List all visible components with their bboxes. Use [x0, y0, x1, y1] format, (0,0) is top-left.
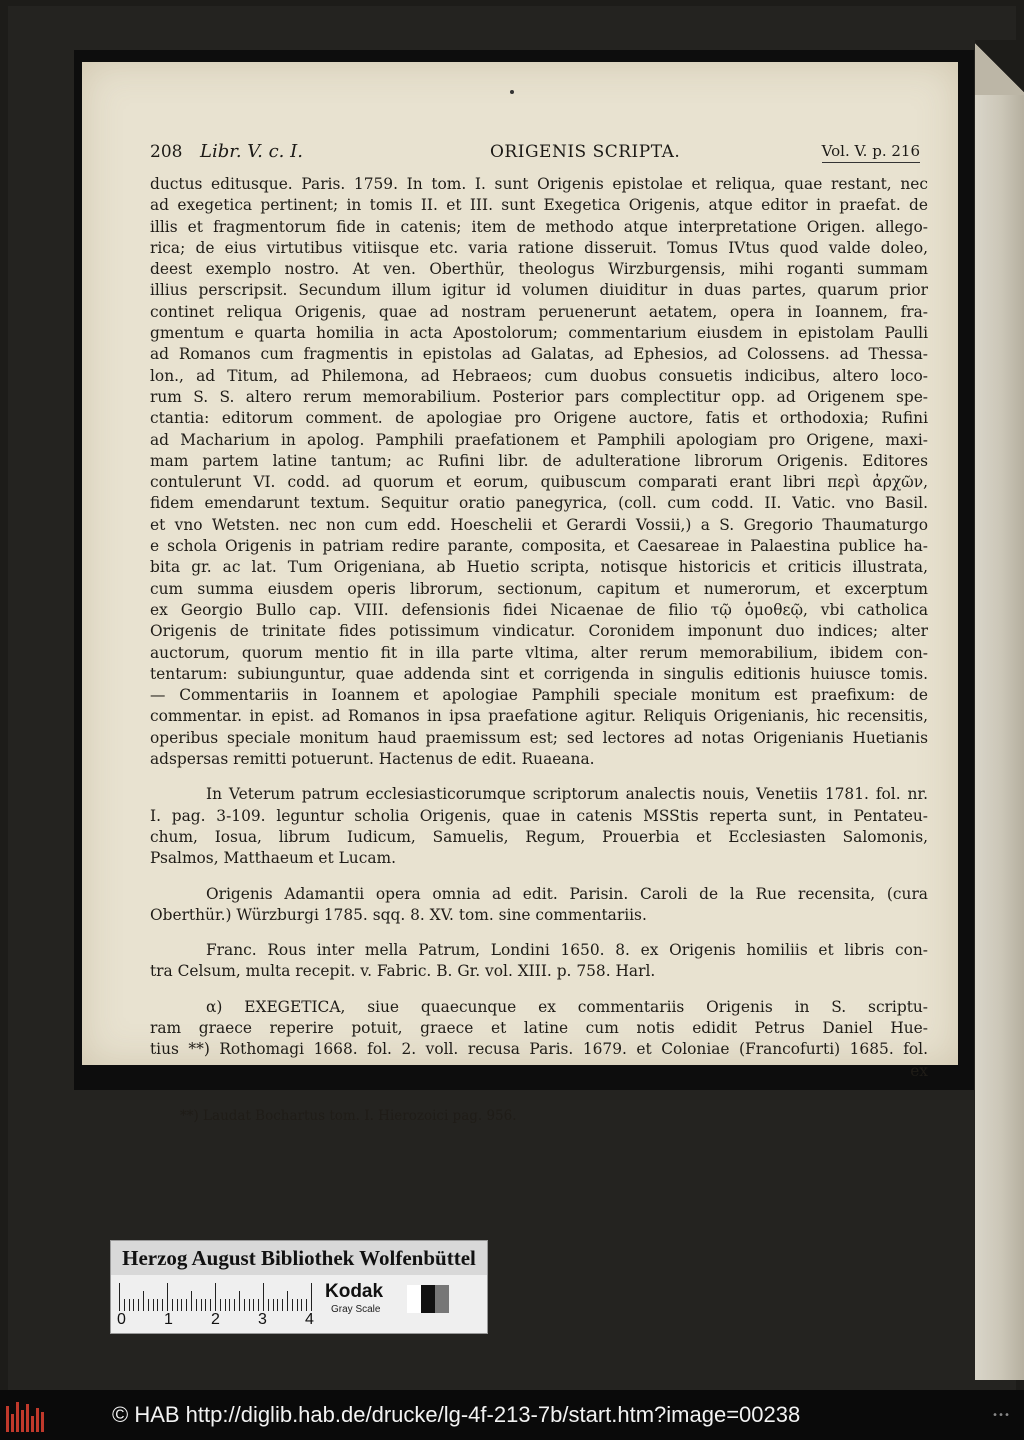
ruler-number: 1 — [164, 1311, 173, 1328]
text-line: ductus editusque. Paris. 1759. In tom. I. sunt Origenis epistolae et reliqua, quae restant, nec — [150, 175, 928, 193]
more-dots-icon: ••• — [991, 1410, 1010, 1421]
ruler-tick — [172, 1299, 173, 1311]
page-body — [150, 174, 928, 1127]
gray-patch — [421, 1285, 435, 1313]
ruler-tick — [205, 1299, 206, 1311]
text-line: et vno Wetsten. nec non cum edd. Hoeschelii et Gerardi Vossii,) a S. Gregorio Thaumaturgo — [150, 515, 928, 534]
copyright-link[interactable]: © HAB http://diglib.hab.de/drucke/lg-4f-213-7b/start.htm?image=00238 — [112, 1402, 801, 1427]
ruler-tick — [229, 1299, 230, 1311]
ruler-number: 2 — [211, 1311, 220, 1328]
ruler-tick — [244, 1299, 245, 1311]
kodak-brand: Kodak — [325, 1281, 384, 1302]
text-line: auctorum, quorum mentio fit in illa parte vltima, alter rerum memorabilium, ibidem con- — [150, 643, 928, 662]
text-line: gmentum e quarta homilia in acta Apostolorum; commentarium eiusdem in epistolam Paulli — [150, 324, 928, 343]
gray-patch — [407, 1285, 421, 1313]
ruler-tick — [239, 1291, 240, 1311]
text-line: adspersas remitti potuerunt. Hactenus de edit. Ruaeana. — [150, 750, 595, 769]
logo-bar — [31, 1416, 34, 1432]
ruler-tick — [301, 1299, 302, 1311]
ruler-tick — [129, 1299, 130, 1311]
text-line: ctantia: editorum comment. de apologiae pro Origene auctore, fatis et orthodoxia; Rufini — [150, 409, 928, 428]
ruler-tick — [287, 1291, 288, 1311]
logo-bar — [16, 1402, 19, 1432]
ruler-tick — [148, 1299, 149, 1311]
hab-logo-icon — [6, 1398, 46, 1432]
ruler-tick — [220, 1299, 221, 1311]
ruler-tick — [282, 1299, 283, 1311]
text-line: lon., ad Titum, ad Philemona, ad Hebraeos; cum duobus consuetis indicibus, altero loco- — [150, 366, 928, 385]
gray-patch — [435, 1285, 449, 1313]
ruler-number: 4 — [305, 1311, 314, 1328]
ruler-number: 0 — [117, 1311, 126, 1328]
ruler-tick — [177, 1299, 178, 1311]
text-line: rum S. S. altero rerum memorabilium. Posterior pars complectitur opp. ad Origenem spe- — [150, 387, 928, 406]
text-line: commentar. in epist. ad Romanos in ipsa praefatione agitur. Reliquis Origenianis, hic recensitis, — [150, 707, 928, 726]
text-line: ad exegetica pertinent; in tomis II. et III. sunt Exegetica Origenis, atque editor in praefat. de — [150, 196, 928, 215]
text-line: Origenis Adamantii opera omnia ad edit. Parisin. Caroli de la Rue recensita, (cura — [206, 884, 928, 903]
ruler-tick — [133, 1299, 134, 1311]
text-line: ram graece reperire potuit, graece et latine cum notis edidit Petrus Daniel Hue- — [150, 1018, 928, 1037]
text-line: tius **) Rothomagi 1668. fol. 2. voll. recusa Paris. 1679. et Coloniae (Francofurti) 1685. fol. — [150, 1040, 928, 1059]
text-line: illius perscripsit. Secundum illum igitur id volumen diuiditur in duas partes, quarum prior — [150, 281, 928, 300]
ruler-tick — [162, 1299, 163, 1311]
text-line: fidem emendarunt textum. Sequitur oratio panegyrica, (coll. cum codd. II. Vatic. vno Basil. — [150, 494, 928, 513]
volume-reference: Vol. V. p. 216 — [821, 142, 920, 160]
text-line: ex — [910, 1061, 928, 1080]
ruler-numbers — [117, 1311, 317, 1331]
paragraph — [150, 997, 928, 1082]
running-head — [150, 142, 920, 166]
ruler-tick — [225, 1299, 226, 1311]
ruler-tick — [268, 1299, 269, 1311]
ruler-tick — [191, 1291, 192, 1311]
ruler-tick — [306, 1299, 307, 1311]
text-line: illis et fragmentorum fide in catenis; item de methodo atque interpretatione Origen. allego- — [150, 217, 928, 236]
text-line: ad Romanos cum fragmentis in epistolas ad Galatas, ad Ephesios, ad Colossens. ad Thessa- — [150, 345, 928, 364]
adjacent-page-edge — [975, 40, 1024, 1380]
text-line: ad Macharium in apolog. Pamphili praefationem et Pamphili apologiam pro Origene, maxi- — [150, 430, 928, 449]
ruler-tick — [277, 1299, 278, 1311]
main-paragraph — [150, 174, 928, 770]
ruler-tick — [124, 1299, 125, 1311]
text-line: e schola Origenis in patriam redire parante, composita, et Caesareae in Palaestina publice ha- — [150, 537, 928, 556]
ruler-tick — [167, 1283, 168, 1311]
logo-bar — [21, 1410, 24, 1432]
text-line: bita gr. ac lat. Tum Origeniana, ab Huetio scripta, notisque historicis et criticis illustrata, — [150, 558, 928, 577]
page-number: 208 — [150, 142, 183, 162]
footnote: **) Laudat Bochartus tom. I. Hierozoici pag. 956. — [180, 1107, 517, 1124]
page-title: ORIGENIS SCRIPTA. — [490, 142, 681, 162]
ruler-tick — [253, 1299, 254, 1311]
paragraph — [150, 784, 928, 869]
ruler-tick — [263, 1283, 264, 1311]
text-line: I. pag. 3-109. leguntur scholia Origenis, quae in catenis MSStis reperta sunt, in Pentateu- — [150, 806, 928, 825]
text-line: Franc. Rous inter mella Patrum, Londini 1650. 8. ex Origenis homiliis et libris con- — [206, 941, 928, 960]
ruler-number: 3 — [258, 1311, 267, 1328]
text-line: rica; de eius virtutibus vitiisque etc. varia ratione disseruit. Tomus IVtus quod valde doleo, — [150, 238, 928, 257]
ruler-tick — [119, 1283, 120, 1311]
text-line: tentarum: subiunguntur, quae addenda sint et corrigenda in singulis editionis huiusce tomis. — [150, 664, 928, 683]
ruler-tick — [234, 1299, 235, 1311]
text-line: tra Celsum, multa recepit. v. Fabric. B. Gr. vol. XIII. p. 758. Harl. — [150, 962, 656, 981]
ruler-tick — [196, 1299, 197, 1311]
logo-bar — [26, 1404, 29, 1432]
paragraphs — [150, 784, 928, 1096]
text-line: Psalmos, Matthaeum et Lucam. — [150, 849, 396, 868]
ruler-tick — [186, 1299, 187, 1311]
gray-scale-label: Gray Scale — [331, 1304, 381, 1315]
ruler-tick — [292, 1299, 293, 1311]
ruler-tick — [215, 1283, 216, 1311]
text-line: α) EXEGETICA, siue quaecunque ex commentariis Origenis in S. scriptu- — [206, 997, 928, 1016]
color-calibration-bar — [110, 1240, 488, 1334]
ruler-tick — [210, 1299, 211, 1311]
text-line: chum, Iosua, librum Iudicum, Samuelis, Regum, Prouerbia et Ecclesiasten Salomonis, — [150, 827, 928, 846]
ruler-tick — [143, 1291, 144, 1311]
ruler-scale — [119, 1281, 319, 1311]
ruler-tick — [138, 1299, 139, 1311]
ruler-tick — [181, 1299, 182, 1311]
paragraph — [150, 884, 928, 927]
text-line: contulerunt VI. codd. ad quorum et eorum, quibuscum comparati erant libri περὶ ἀρχῶν, — [150, 473, 928, 492]
text-line: Origenis de trinitate fides potissimum vindicatur. Coronidem imponunt duo indices; alter — [150, 622, 928, 641]
ruler-tick — [273, 1299, 274, 1311]
text-line: operibus speciale monitum haud praemissum est; sed lectores ad notas Origenianis Huetianis — [150, 728, 928, 747]
text-line: ex Georgio Bullo cap. VIII. defensionis fidei Nicaenae de filio τῷ ὁμοθεῷ, vbi catholica — [150, 600, 928, 619]
logo-bar — [6, 1406, 9, 1432]
text-line: mam partem latine tantum; ac Rufini libr. de adulteratione librorum Origenis. Editores — [150, 451, 928, 470]
text-line: continet reliqua Origenis, quae ad nostram peruenerunt aetatem, opera in Ioannem, fra- — [150, 302, 928, 321]
ruler-tick — [153, 1299, 154, 1311]
book-reference: Libr. V. c. I. — [200, 141, 303, 162]
text-line: deest exemplo nostro. At ven. Oberthür, theologus Wirzburgensis, mihi roganti summam — [150, 260, 928, 279]
text-line: In Veterum patrum ecclesiasticorumque scriptorum analectis nouis, Venetiis 1781. fol. nr. — [206, 785, 928, 804]
logo-bar — [11, 1414, 14, 1432]
ruler-tick — [249, 1299, 250, 1311]
page-mark — [510, 90, 514, 94]
ruler-tick — [157, 1299, 158, 1311]
ruler-tick — [258, 1299, 259, 1311]
logo-bar — [36, 1408, 39, 1432]
paragraph — [150, 940, 928, 983]
logo-bar — [41, 1412, 44, 1432]
text-line: Oberthür.) Würzburgi 1785. sqq. 8. XV. tom. sine commentariis. — [150, 905, 647, 924]
footer-bar — [0, 1390, 1024, 1440]
ruler-tick — [201, 1299, 202, 1311]
gray-patches — [407, 1285, 451, 1313]
text-line: — Commentariis in Ioannem et apologiae Pamphili speciale monitum est praefixum: de — [150, 686, 928, 705]
ruler-tick — [297, 1299, 298, 1311]
library-label: Herzog August Bibliothek Wolfenbüttel — [111, 1241, 487, 1275]
ruler-tick — [311, 1283, 312, 1311]
text-line: cum summa eiusdem operis librorum, sectionum, capitum et numerorum, et excerptum — [150, 579, 928, 598]
